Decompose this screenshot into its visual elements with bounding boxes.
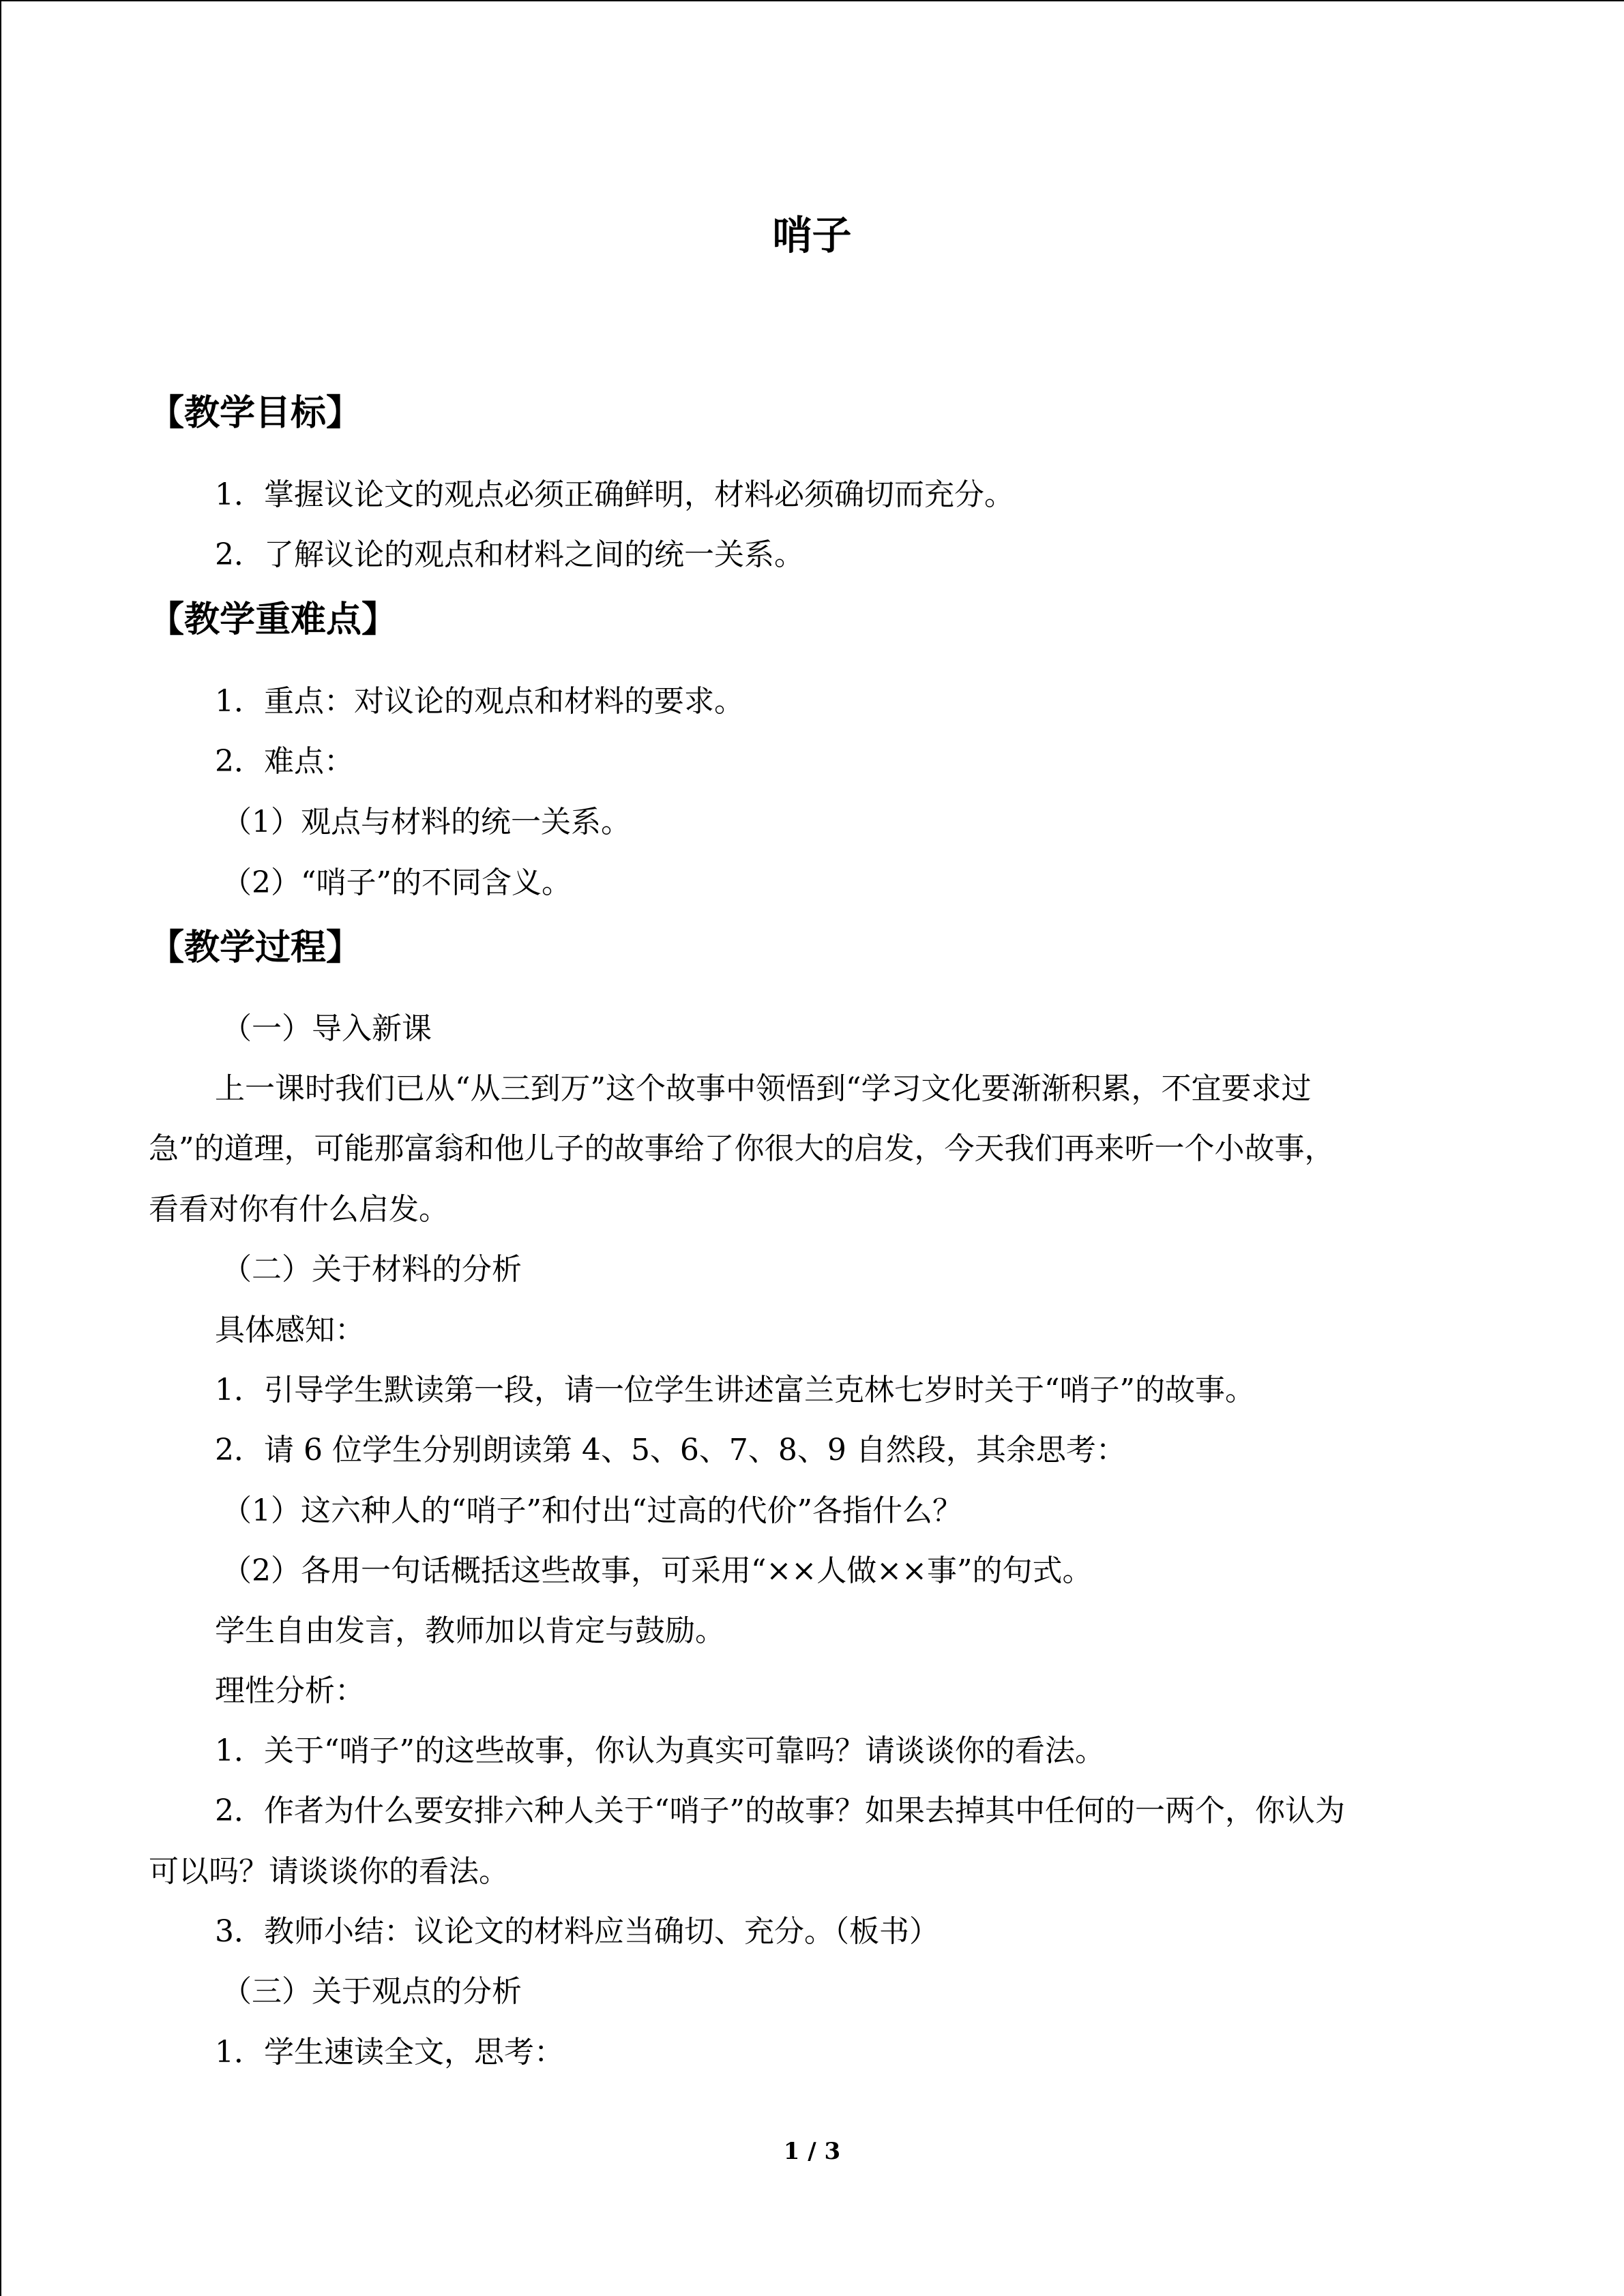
process-line-2: 上一课时我们已从“从三到万”这个故事中领悟到“学习文化要渐渐积累，不宜要求过 xyxy=(215,1071,1312,1106)
process-line-10: （2）各用一句话概括这些故事，可采用“××人做××事”的句式。 xyxy=(222,1553,1093,1588)
process-line-15: 可以吗？请谈谈你的看法。 xyxy=(149,1854,509,1889)
process-line-14: 2．作者为什么要安排六种人关于“哨子”的故事？如果去掉其中任何的一两个，你认为 xyxy=(215,1793,1345,1828)
process-line-17: （三）关于观点的分析 xyxy=(222,1974,522,2009)
process-line-3: 急”的道理，可能那富翁和他儿子的故事给了你很大的启发，今天我们再来听一个小故事， xyxy=(149,1131,1335,1166)
process-line-7: 1．引导学生默读第一段，请一位学生讲述富兰克林七岁时关于“哨子”的故事。 xyxy=(215,1373,1255,1407)
process-line-1: （一）导入新课 xyxy=(222,1011,432,1046)
process-line-12: 理性分析： xyxy=(215,1673,365,1708)
process-line-16: 3．教师小结：议论文的材料应当确切、充分。（板书） xyxy=(215,1914,939,1949)
process-line-18: 1．学生速读全文，思考： xyxy=(215,2035,564,2070)
process-line-11: 学生自由发言，教师加以肯定与鼓励。 xyxy=(215,1613,725,1648)
process-line-13: 1．关于“哨子”的这些故事，你认为真实可靠吗？请谈谈你的看法。 xyxy=(215,1733,1105,1768)
document-title: 哨子 xyxy=(772,212,852,258)
page-number: 1 / 3 xyxy=(783,2138,841,2165)
key-point-item-3: （1）观点与材料的统一关系。 xyxy=(222,805,631,839)
key-point-item-1: 1．重点：对议论的观点和材料的要求。 xyxy=(215,684,744,719)
heading-process: 【教学过程】 xyxy=(149,927,362,968)
process-line-5: （二）关于材料的分析 xyxy=(222,1252,522,1287)
process-line-9: （1）这六种人的“哨子”和付出“过高的代价”各指什么？ xyxy=(222,1493,962,1528)
heading-key-points: 【教学重难点】 xyxy=(149,599,398,640)
heading-objectives: 【教学目标】 xyxy=(149,393,362,434)
process-line-6: 具体感知： xyxy=(215,1313,365,1347)
objective-item-1: 1．掌握议论文的观点必须正确鲜明，材料必须确切而充分。 xyxy=(215,477,1014,512)
key-point-item-4: （2）“哨子”的不同含义。 xyxy=(222,865,572,900)
process-line-4: 看看对你有什么启发。 xyxy=(149,1192,449,1227)
objective-item-2: 2．了解议论的观点和材料之间的统一关系。 xyxy=(215,537,804,572)
process-line-8: 2．请 6 位学生分别朗读第 4、5、6、7、8、9 自然段，其余思考： xyxy=(215,1433,1126,1467)
key-point-item-2: 2．难点： xyxy=(215,744,354,779)
